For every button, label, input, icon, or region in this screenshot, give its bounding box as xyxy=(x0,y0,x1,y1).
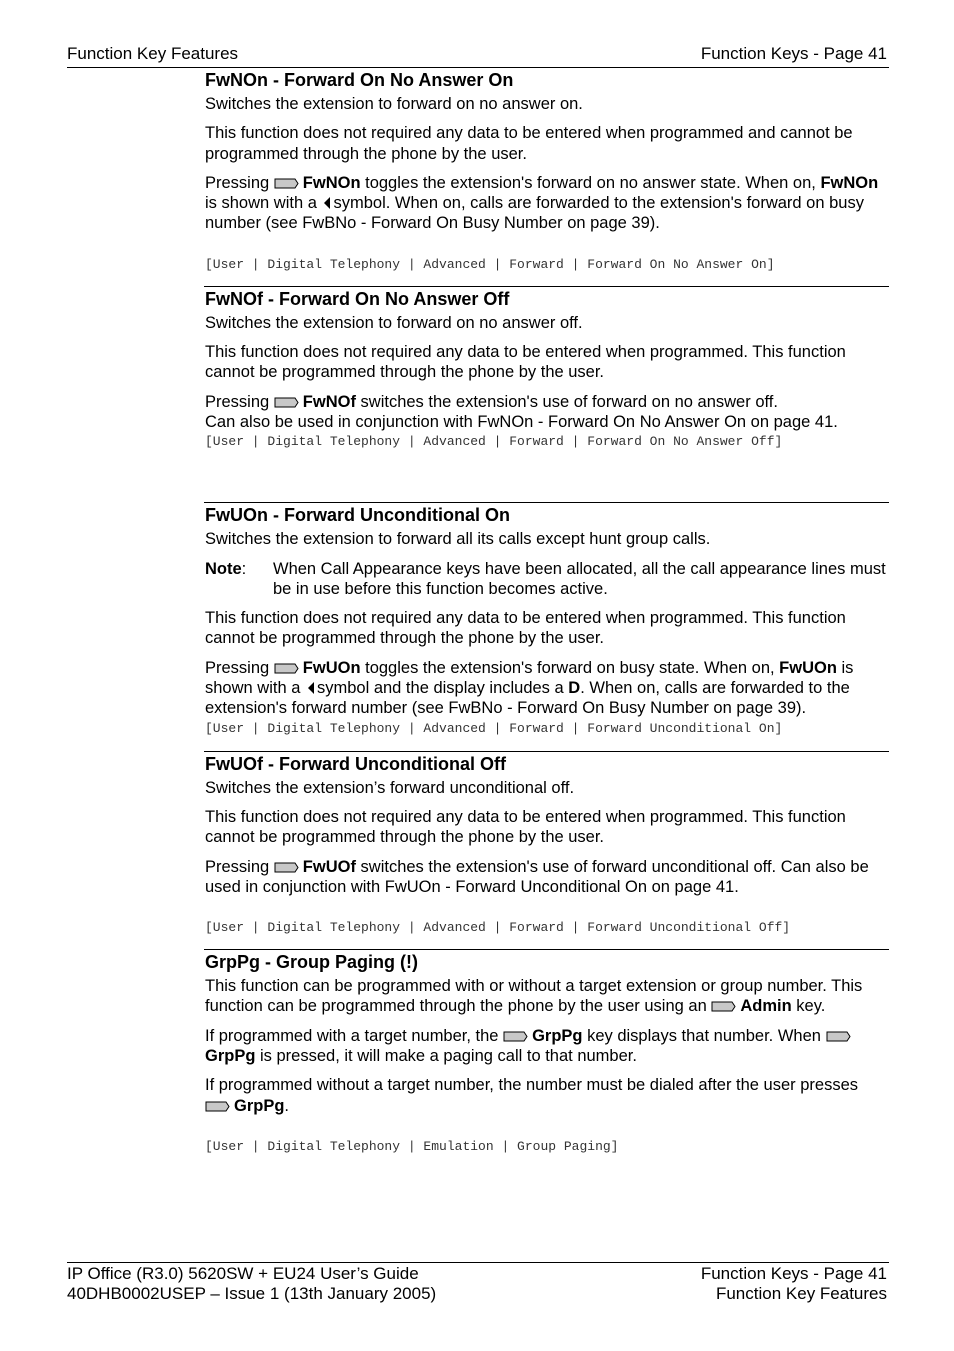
text-run: key displays that number. When xyxy=(582,1026,826,1045)
function-key-icon xyxy=(826,1031,851,1042)
text-run: Pressing xyxy=(205,392,274,411)
paragraph xyxy=(205,658,889,719)
key-label: GrpPg xyxy=(532,1026,583,1045)
text-run: Pressing xyxy=(205,658,274,677)
key-label: FwUOn xyxy=(779,658,837,677)
text-run: is pressed, it will make a paging call to that number. xyxy=(255,1047,637,1066)
paragraph: Can also be used in conjunction with FwNOn - Forward On No Answer On on page 41. xyxy=(205,412,838,431)
footer-guide-title: IP Office (R3.0) 5620SW + EU24 User’s Guide xyxy=(67,1264,419,1283)
config-path: [User | Digital Telephony | Advanced | Forward | Forward On No Answer Off] xyxy=(205,434,783,450)
page-header-left: Function Key Features xyxy=(67,44,239,63)
paragraph: This function does not required any data to be entered when programmed and cannot be programmed through the phone by the user. xyxy=(205,124,853,163)
paragraph: Switches the extension to forward on no answer on. xyxy=(205,95,583,113)
text-run: toggles the extension's forward on busy state. When on, xyxy=(360,658,780,677)
paragraph: Switches the extension to forward on no answer off. xyxy=(205,313,583,332)
paragraph: This function does not required any data to be entered when programmed. This function cannot be programmed through the phone by the user. xyxy=(205,343,846,382)
note-colon: : xyxy=(241,559,247,578)
paragraph xyxy=(205,1075,889,1116)
section-fwuof xyxy=(205,751,889,937)
paragraph xyxy=(205,173,889,234)
paragraph: This function does not required any data to be entered when programmed. This function cannot be programmed through the phone by the user. xyxy=(205,807,846,847)
paragraph xyxy=(205,392,889,412)
function-key-icon xyxy=(274,397,299,408)
main-content xyxy=(205,66,889,1156)
footer-page-ref: Function Keys - Page 41 xyxy=(700,1264,887,1283)
text-run: key. xyxy=(791,997,826,1016)
page-footer-right xyxy=(701,1264,887,1305)
key-label: FwNOf xyxy=(302,392,356,411)
key-label: FwUOn xyxy=(302,658,361,677)
footer-chapter: Function Key Features xyxy=(715,1284,887,1304)
text-run: symbol. When on, calls are forwarded to the extension's forward on busy number (see FwBNo - Forward On Busy Number on page 39). xyxy=(205,194,864,233)
text-run: If programmed without a target number, the number must be dialed after the user presses xyxy=(205,1076,859,1095)
paragraph xyxy=(205,976,889,1017)
text-run: Pressing xyxy=(205,173,274,192)
text-run: switches the extension's use of forward unconditional off. Can also be used in conjunction with FwUOn - Forward Unconditional On on page 41. xyxy=(205,857,869,896)
function-key-icon xyxy=(274,862,299,873)
left-triangle-icon xyxy=(324,197,330,209)
function-key-icon xyxy=(274,178,299,189)
key-label: FwNOn xyxy=(820,173,879,192)
key-label: FwNOn xyxy=(302,173,361,192)
text-run: symbol and the display includes a xyxy=(316,679,569,698)
paragraph: Switches the extension to forward all its calls except hunt group calls. xyxy=(205,530,711,549)
left-triangle-icon xyxy=(308,682,314,694)
text-run: . xyxy=(284,1096,290,1115)
text-run: is shown with a xyxy=(205,658,854,698)
text-run: toggles the extension's forward on no answer state. When on, xyxy=(360,173,821,192)
function-key-icon xyxy=(205,1101,230,1112)
config-path: [User | Digital Telephony | Advanced | Forward | Forward Unconditional On] xyxy=(205,720,783,736)
section-title: FwUOf - Forward Unconditional Off xyxy=(205,753,506,774)
display-letter: D xyxy=(568,679,581,698)
config-path: [User | Digital Telephony | Advanced | Forward | Forward On No Answer On] xyxy=(205,256,775,272)
key-label: FwUOf xyxy=(302,857,356,876)
key-label: GrpPg xyxy=(234,1096,285,1115)
section-grppg xyxy=(205,949,889,1156)
config-path: [User | Digital Telephony | Emulation | Group Paging] xyxy=(205,1138,619,1154)
text-run: If programmed with a target number, the xyxy=(205,1026,504,1045)
note-label-text: Note xyxy=(205,559,242,578)
function-key-icon xyxy=(503,1031,528,1042)
text-run: This function can be programmed with or without a target extension or group number. This function can be programmed through the phone by the user using an xyxy=(205,977,863,1016)
page-footer-left xyxy=(67,1264,436,1305)
section-title: FwUOn - Forward Unconditional On xyxy=(205,505,510,526)
section-fwnon xyxy=(205,66,889,274)
note-text: When Call Appearance keys have been allocated, all the call appearance lines must be in use before this function becomes active. xyxy=(273,559,886,598)
section-fwnof xyxy=(205,286,889,451)
note-block xyxy=(205,559,889,600)
section-title: FwNOf - Forward On No Answer Off xyxy=(205,288,510,309)
page-header-right: Function Keys - Page 41 xyxy=(700,44,887,63)
paragraph: Switches the extension’s forward unconditional off. xyxy=(205,778,575,797)
function-key-icon xyxy=(274,663,299,674)
footer-issue: 40DHB0002USEP – Issue 1 (13th January 2005) xyxy=(67,1284,437,1304)
text-run: . When on, calls are forwarded to the extension's forward number (see FwBNo - Forward On Busy Number on page 39). xyxy=(205,679,850,718)
section-fwuon xyxy=(205,502,889,737)
note-label xyxy=(205,559,273,600)
key-label: GrpPg xyxy=(205,1047,256,1066)
footer-divider xyxy=(67,1262,889,1263)
paragraph xyxy=(205,1026,889,1067)
key-label: Admin xyxy=(740,997,792,1016)
section-title: GrpPg - Group Paging (!) xyxy=(205,952,418,973)
text-run: is shown with a xyxy=(205,194,322,213)
text-run: switches the extension's use of forward on no answer off. xyxy=(355,392,778,411)
paragraph: This function does not required any data to be entered when programmed. This function cannot be programmed through the phone by the user. xyxy=(205,609,846,648)
paragraph xyxy=(205,857,889,898)
section-title: FwNOn - Forward On No Answer On xyxy=(205,70,514,90)
text-run: Pressing xyxy=(205,857,274,876)
config-path: [User | Digital Telephony | Advanced | Forward | Forward Unconditional Off] xyxy=(205,920,791,936)
function-key-icon xyxy=(711,1001,736,1012)
